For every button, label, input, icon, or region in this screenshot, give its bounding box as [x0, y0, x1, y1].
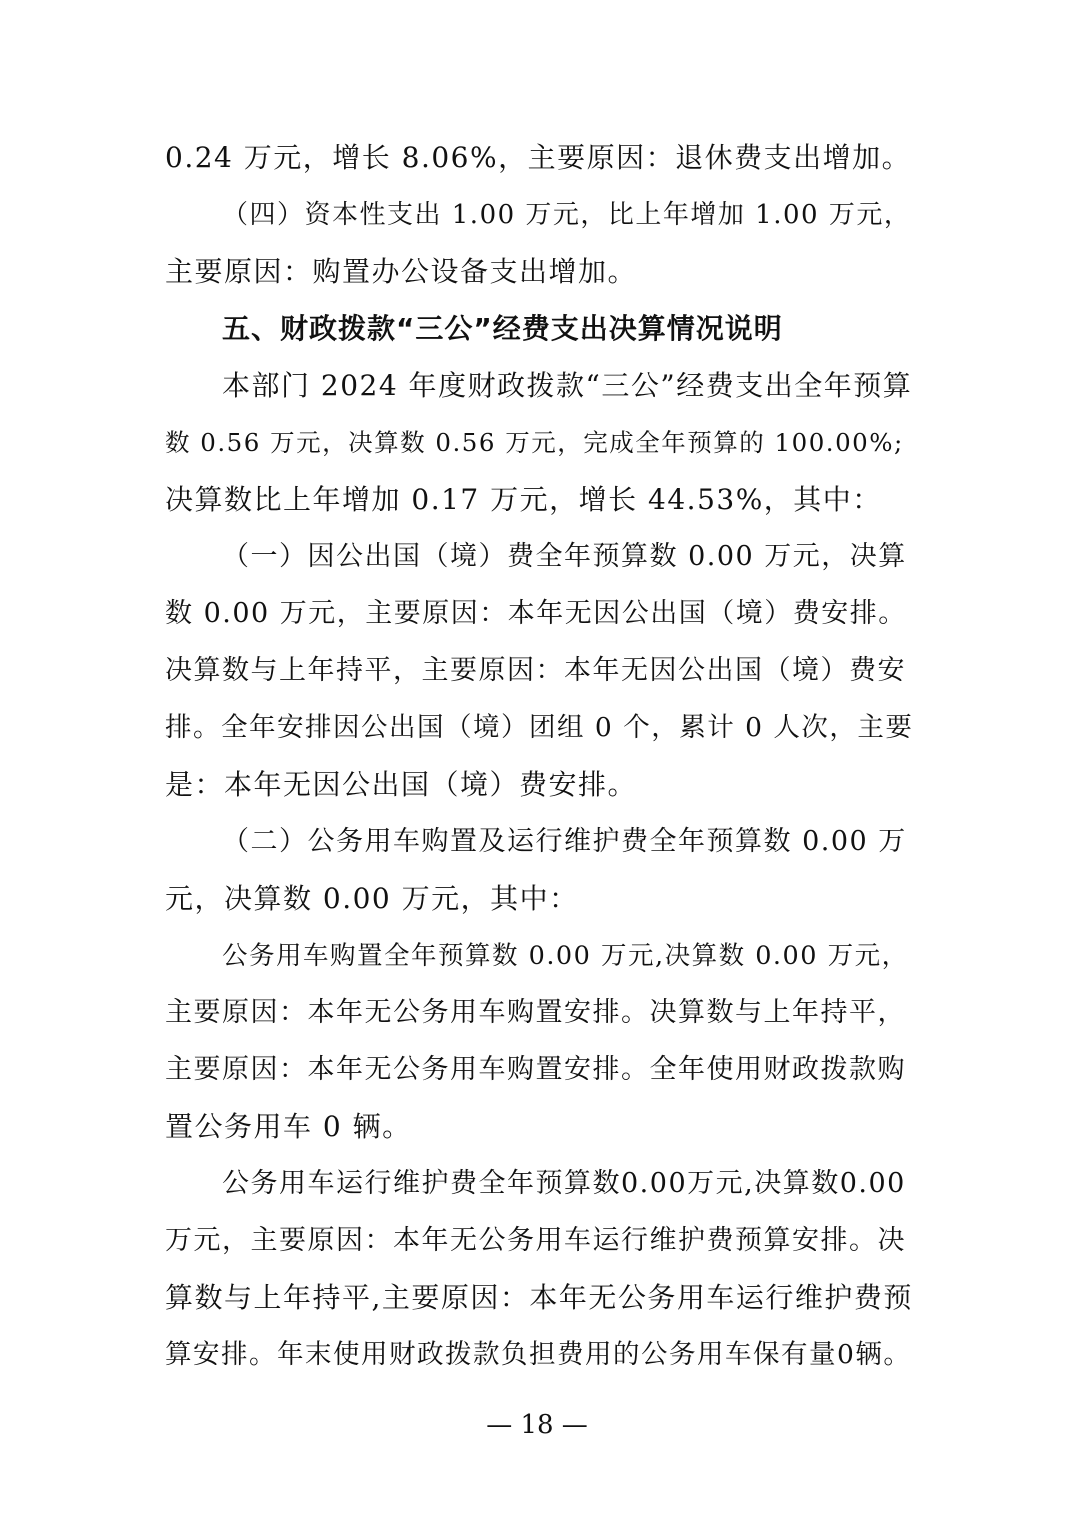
text-line: 公务用车运行维护费全年预算数0.00万元,决算数0.00	[222, 1168, 906, 1199]
text-line: 排。全年安排因公出国（境）团组 0 个，累计 0 人次，主要	[165, 712, 914, 743]
text-line: （二）公务用车购置及运行维护费全年预算数 0.00 万	[222, 826, 907, 857]
section-heading: 五、财政拨款“三公”经费支出决算情况说明	[222, 312, 783, 345]
text-line: 数 0.56 万元，决算数 0.56 万元，完成全年预算的 100.00%;	[165, 428, 904, 457]
text-line: 决算数与上年持平，主要原因：本年无因公出国（境）费安	[165, 655, 906, 686]
text-line: 算安排。年末使用财政拨款负担费用的公务用车保有量0辆。	[165, 1339, 912, 1370]
text-line: 数 0.00 万元，主要原因：本年无因公出国（境）费安排。	[165, 598, 907, 629]
text-line: 主要原因：本年无公务用车购置安排。决算数与上年持平，	[165, 997, 906, 1028]
text-line: 决算数比上年增加 0.17 万元，增长 44.53%，其中：	[165, 483, 882, 516]
text-line: 万元，主要原因：本年无公务用车运行维护费预算安排。决	[165, 1225, 906, 1256]
text-line: 置公务用车 0 辆。	[165, 1110, 412, 1143]
page-number: — 18 —	[486, 1410, 588, 1440]
text-line: 是：本年无因公出国（境）费安排。	[165, 768, 638, 801]
text-line: 公务用车购置全年预算数 0.00 万元,决算数 0.00 万元，	[222, 941, 909, 971]
text-line: 算数与上年持平,主要原因：本年无公务用车运行维护费预	[165, 1281, 913, 1314]
text-line: 主要原因：本年无公务用车购置安排。全年使用财政拨款购	[165, 1054, 906, 1085]
text-line: 本部门 2024 年度财政拨款“三公”经费支出全年预算	[222, 369, 913, 402]
text-line: 主要原因：购置办公设备支出增加。	[165, 255, 638, 288]
text-line: 元，决算数 0.00 万元，其中：	[165, 882, 579, 915]
text-line: 0.24 万元，增长 8.06%，主要原因：退休费支出增加。	[165, 141, 912, 174]
text-line: （四）资本性支出 1.00 万元，比上年增加 1.00 万元，	[222, 200, 912, 230]
text-line: （一）因公出国（境）费全年预算数 0.00 万元，决算	[222, 541, 907, 572]
